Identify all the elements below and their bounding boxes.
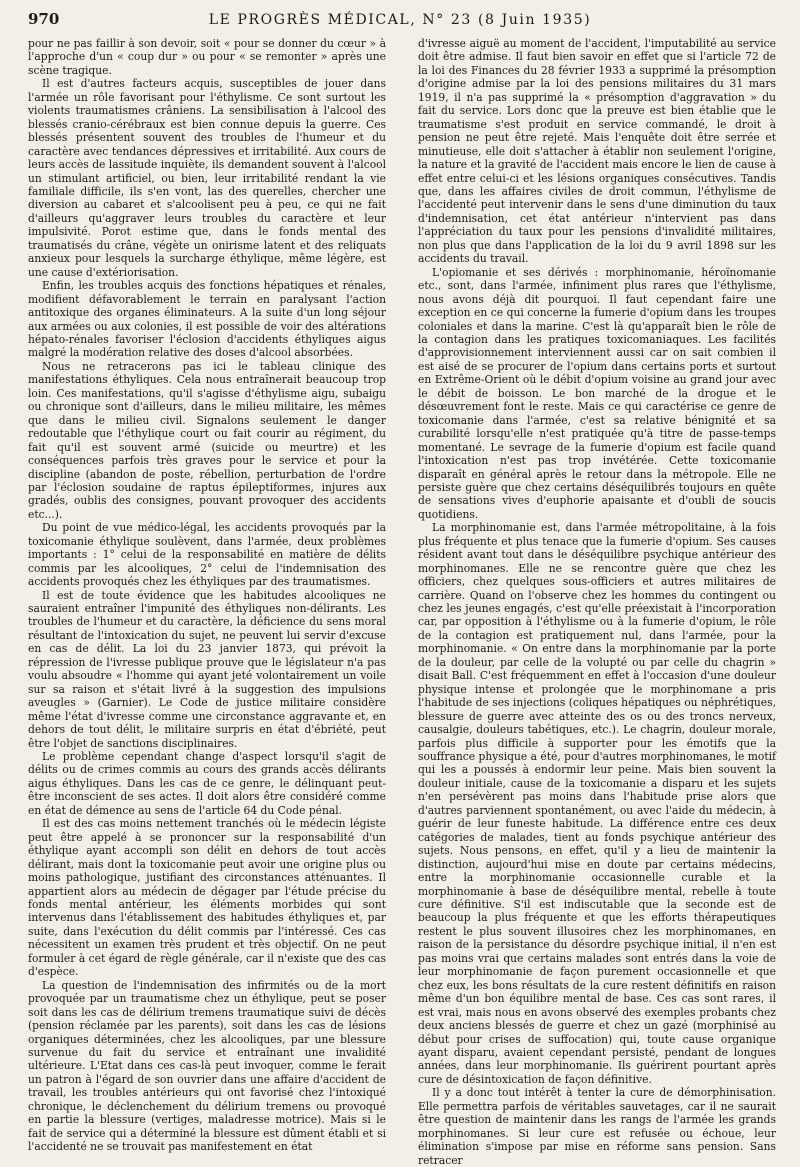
paragraph: Le problème cependant change d'aspect lorsqu'il s'agit de délits ou de crimes commis au cours des grands accès délirants aigus éthyliques. Dans les cas de ce genre, le délinquant peut-être inconscient de ses actes. Il doit alors être considéré comme en état de démence au sens de l'article 64 du Code pénal. <box>28 750 386 817</box>
paragraph: Enfin, les troubles acquis des fonctions hépatiques et rénales, modifient défavorablement le terrain en paralysant l'action antitoxique des organes éliminateurs. A la suite d'un long séjour aux armées ou aux colonies, il est possible de voir des altérations hépato-rénales favoriser l'éclosion d'accidents éthyliques aigus malgré la modération relative des doses d'alcool absorbées. <box>28 279 386 360</box>
paragraph: Il est de toute évidence que les habitudes alcooliques ne sauraient entraîner l'impunité des éthyliques non-délirants. Les troubles de l'humeur et du caractère, la déficience du sens moral résultant de l'intoxication du sujet, ne peuvent lui servir d'excuse en cas de délit. La loi du 23 janvier 1873, qui prévoit la répression de l'ivresse publique prouve que le législateur n'a pas voulu absoudre « l'homme qui ayant jeté volontairement un voile sur sa raison et s'était livré à la suggestion des impulsions aveugles » (Garnier). Le Code de justice militaire considère même l'état d'ivresse comme une circonstance aggravante et, en dehors de tout délit, le militaire surpris en état d'ébriété, peut être l'objet de sanctions disciplinaires. <box>28 588 386 750</box>
paragraph: La question de l'indemnisation des infirmités ou de la mort provoquée par un traumatisme chez un éthylique, peut se poser soit dans les cas de délirium tremens traumatique suivi de décès (pension réclamée par les parents), soit dans les cas de lésions organiques déterminées, chez les alcooliques, par une blessure survenue du fait du service et entraînant une invalidité ultérieure. L'Etat dans ces cas-là peut invoquer, comme le ferait un patron à l'égard de son ouvrier dans une affaire d'accident de travail, les troubles antérieurs qui ont favorisé chez l'intoxiqué chronique, le déclenchement du délirium tremens ou provoqué en partie la blessure (vertiges, maladresse motrice). Mais si le fait de service qui a déterminé la blessure est dûment établi et si l'accidenté ne se trouvait pas manifestement en état <box>28 978 386 1154</box>
paragraph: La morphinomanie est, dans l'armée métropolitaine, à la fois plus fréquente et plus tenace que la fumerie d'opium. Ses causes résident avant tout dans le déséquilibre psychique antérieur des morphinomanes. Elle ne se rencontre guère que chez les officiers, chez quelques sous-officiers et autres militaires de carrière. Quand on l'observe chez les hommes du contingent ou chez les jeunes engagés, c'est qu'elle préexistait à l'incorporation car, par opposition à l'éthylisme ou à la fumerie d'opium, le rôle de la contagion est pratiquement nul, dans l'armée, pour la morphinomanie. « On entre dans la morphinomanie par la porte de la douleur, par celle de la volupté ou par celle du chagrin » disait Ball. C'est fréquemment en effet à l'occasion d'une douleur physique intense et prolongée que le morphinomane a pris l'habitude de ses injections (coliques hépatiques ou néphrétiques, blessure de guerre avec atteinte des os ou des troncs nerveux, causalgie, douleurs tabétiques, etc.). Le chagrin, douleur morale, parfois plus difficile à supporter pour les émotifs que la souffrance physique a été, pour d'autres morphinomanes, le motif qui les a poussés à endormir leur peine. Mais bien souvent la douleur initiale, cause de la toxicomanie a disparu et les sujets n'en persévèrent pas moins dans l'habitude prise alors que d'autres parviennent spontanément, ou avec l'aide du médecin, à guérir de leur funeste habitude. La différence entre ces deux catégories de malades, tient au fonds psychique antérieur des sujets. Nous pensons, en effet, qu'il y a lieu de maintenir la distinction, aujourd'hui mise en doute par certains médecins, entre la morphinomanie occasionnelle curable et la morphinomanie à base de déséquilibre mental, rebelle à toute cure définitive. S'il est indiscutable que la seconde est de beaucoup la plus fréquente et que les efforts thérapeutiques restent le plus souvent illusoires chez les morphinomanes, en raison de la persistance du désordre psychique initial, il n'en est pas moins vrai que certains malades sont entrés dans la voie de leur morphinomanie de façon purement occasionnelle et que chez eux, les bons résultats de la cure restent définitifs en raison même d'un bon équilibre mental de base. Ces cas sont rares, il est vrai, mais nous en avons observé des exemples probants chez deux anciens blessés de guerre et chez un gazé (morphinisé au début pour crises de suffocation) qui, toute cause organique ayant disparu, avaient cependant persisté, pendant de longues années, dans leur morphinomanie. Ils guérirent pourtant après cure de désintoxication de façon définitive. <box>418 521 776 1086</box>
page-number: 970 <box>28 10 60 28</box>
paragraph: Il est d'autres facteurs acquis, susceptibles de jouer dans l'armée un rôle favorisant pour l'éthylisme. Ce sont surtout les violents traumatismes crâniens. La sensibilisation à l'alcool des blessés cranio-cérébraux est bien connue depuis la guerre. Ces blessés présentent souvent des troubles de l'humeur et du caractère avec tendances dépressives et irritabilité. Aux cours de leurs accès de lassitude inquiète, ils demandent souvent à l'alcool un stimulant artificiel, ou bien, leur irritabilité rendant la vie familiale difficile, ils s'en vont, las des querelles, chercher une diversion au cabaret et s'alcoolisent peu à peu, ce qui ne fait d'ailleurs qu'aggraver leurs troubles du caractère et leur impulsivité. Porot estime que, dans le fonds mental des traumatisés du crâne, végète un onirisme latent et des reliquats anxieux pour lesquels la surcharge éthylique, même légère, est une cause d'extériorisation. <box>28 77 386 279</box>
right-column <box>418 37 776 1167</box>
running-title: LE PROGRÈS MÉDICAL, N° 23 (8 Juin 1935) <box>208 12 592 28</box>
paragraph: Il est des cas moins nettement tranchés où le médecin légiste peut être appelé à se prononcer sur la responsabilité d'un éthylique ayant accompli son délit en dehors de tout accès délirant, mais dont la toxicomanie peut avoir une origine plus ou moins pathologique, justifiant des circonstances atténuantes. Il appartient alors au médecin de dégager par l'étude précise du fonds mental antérieur, les éléments morbides qui sont intervenus dans l'établissement des habitudes éthyliques et, par suite, dans l'exécution du délit commis par l'intéressé. Ces cas nécessitent un examen très prudent et très objectif. On ne peut formuler à cet égard de règle générale, car il n'existe que des cas d'espèce. <box>28 817 386 979</box>
page-header <box>28 10 772 32</box>
left-column <box>28 37 386 1154</box>
paragraph: Il y a donc tout intérêt à tenter la cure de démorphinisation. Elle permettra parfois de véritables sauvetages, car il ne saurait être question de maintenir dans les rangs de l'armée les grands morphinomanes. Si leur cure est refusée ou échoue, leur élimination s'impose par mise en réforme sans pension. Sans retracer <box>418 1086 776 1167</box>
paragraph: L'opiomanie et ses dérivés : morphinomanie, héroïnomanie etc., sont, dans l'armée, infiniment plus rares que l'éthylisme, nous avons déjà dit pourquoi. Il faut cependant faire une exception en ce qui concerne la fumerie d'opium dans les troupes coloniales et dans la marine. C'est là qu'apparaît bien le rôle de la contagion dans les pratiques toxicomaniaques. Les facilités d'approvisionnement interviennent aussi car on sait combien il est aisé de se procurer de l'opium dans certains ports et surtout en Extrême-Orient où le débit d'opium voisine au grand jour avec le débit de boisson. Le bon marché de la drogue et le désœuvrement font le reste. Mais ce qui caractérise ce genre de toxicomanie dans l'armée, c'est sa relative bénignité et sa curabilité lorsqu'elle n'est pratiquée qu'à titre de passe-temps momentané. Le sevrage de la fumerie d'opium est facile quand l'intoxication n'est pas trop invétérée. Cette toxicomanie disparaît en général après le retour dans la métropole. Elle ne persiste guère que chez certains déséquilibrés toujours en quête de sensations vives d'euphorie apaisante et d'oubli de soucis quotidiens. <box>418 265 776 521</box>
paragraph: Nous ne retracerons pas ici le tableau clinique des manifestations éthyliques. Cela nous entraînerait beaucoup trop loin. Ces manifestations, qu'il s'agisse d'éthylisme aigu, subaigu ou chronique sont d'ailleurs, dans le milieu militaire, les mêmes que dans le milieu civil. Signalons seulement le danger redoutable que l'éthylique court ou fait courir au régiment, du fait qu'il est souvent armé (suicide ou meurtre) et les conséquences parfois très graves pour le service et pour la discipline (abandon de poste, rébellion, perturbation de l'ordre par l'éclosion soudaine de raptus épileptiformes, injures aux gradés, oublis des consignes, pouvant provoquer des accidents etc...). <box>28 359 386 521</box>
paragraph: pour ne pas faillir à son devoir, soit « pour se donner du cœur » à l'approche d'un « coup dur » ou pour « se remonter » après une scène tragique. <box>28 37 386 77</box>
paragraph: Du point de vue médico-légal, les accidents provoqués par la toxicomanie éthylique soulèvent, dans l'armée, deux problèmes importants : 1° celui de la responsabilité en matière de délits commis par les alcooliques, 2° celui de l'indemnisation des accidents provoqués chez les éthyliques par des traumatismes. <box>28 521 386 589</box>
paragraph: d'ivresse aiguë au moment de l'accident, l'imputabilité au service doit être admise. Il faut bien savoir en effet que si l'article 72 de la loi des Finances du 28 février 1933 a supprimé la présomption d'origine admise par la loi des pensions militaires du 31 mars 1919, il n'a pas supprimé la « présomption d'aggravation » du fait du service. Lors donc que la preuve est bien établie que le traumatisme s'est produit en service commandé, le droit à pension ne peut être rejeté. Mais l'enquête doit être serrée et minutieuse, elle doit s'attacher à établir non seulement l'origine, la nature et la gravité de l'accident mais encore le lien de cause à effet entre celui-ci et les lésions organiques consécutives. Tandis que, dans les affaires civiles de droit commun, l'éthylisme de l'accidenté peut intervenir dans le sens d'une diminution du taux d'indemnisation, cet état antérieur n'intervient pas dans l'appréciation du taux pour les pensions d'invalidité militaires, non plus que dans l'application de la loi du 9 avril 1898 sur les accidents du travail. <box>418 37 776 266</box>
